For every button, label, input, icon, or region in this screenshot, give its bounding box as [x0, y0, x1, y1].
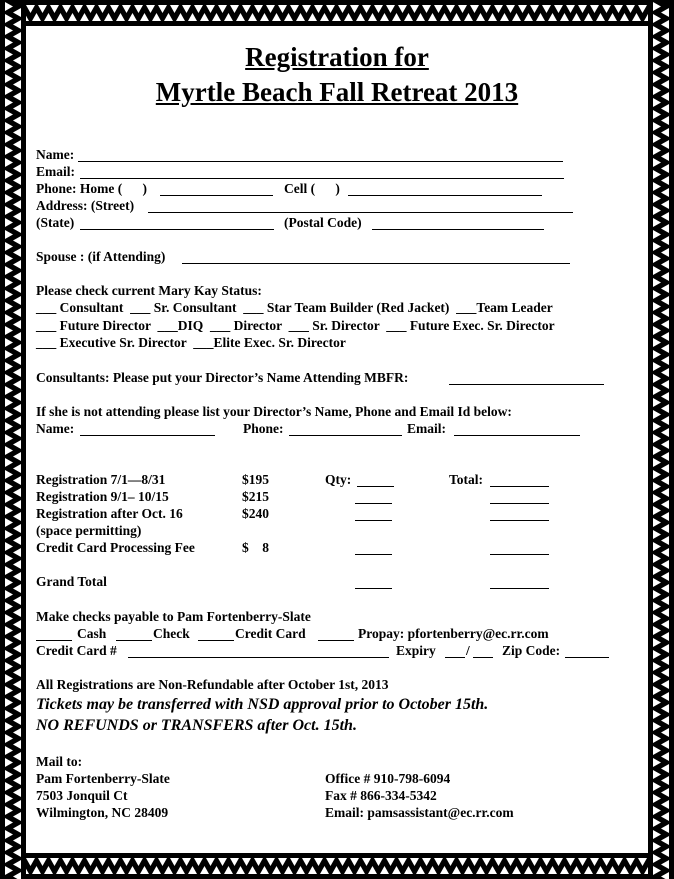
price-row-value: $ 8	[242, 540, 269, 555]
no-refunds-note: NO REFUNDS or TRANSFERS after Oct. 15th.	[36, 717, 357, 734]
director-not-attending-note: If she is not attending please list your Director’s Name, Phone and Email Id below:	[36, 404, 512, 419]
name-field[interactable]	[78, 161, 563, 162]
cell-label: Cell ( )	[284, 181, 340, 196]
price-row-label: Registration 9/1– 10/15	[36, 489, 169, 504]
director-name-attending-field[interactable]	[449, 384, 604, 385]
cc-number-label: Credit Card #	[36, 643, 117, 658]
director-name-field[interactable]	[80, 435, 215, 436]
propay-label: Propay: pfortenberry@ec.rr.com	[358, 626, 549, 641]
border-bottom	[0, 853, 674, 879]
price-row-label: (space permitting)	[36, 523, 142, 538]
check-checkbox[interactable]	[116, 640, 152, 641]
fax-number: Fax # 866-334-5342	[325, 788, 437, 803]
expiry-slash: /	[466, 643, 470, 658]
address-label: Address: (Street)	[36, 198, 135, 213]
total-field[interactable]	[490, 503, 549, 504]
qty-field[interactable]	[355, 520, 392, 521]
director-phone-label: Phone:	[243, 421, 284, 436]
status-row-1[interactable]: ___ Consultant ___ Sr. Consultant ___ Star Team Builder (Red Jacket) ___Team Leader	[36, 300, 553, 315]
state-field[interactable]	[80, 229, 274, 230]
total-field[interactable]	[490, 486, 549, 487]
price-row-value: $195	[242, 472, 269, 487]
payable-note: Make checks payable to Pam Fortenberry-Slate	[36, 609, 311, 624]
mail-street: 7503 Jonquil Ct	[36, 788, 128, 803]
status-row-2[interactable]: ___ Future Director ___DIQ ___ Director ___ Sr. Director ___ Future Exec. Sr. Director	[36, 318, 555, 333]
credit-card-label: Credit Card	[235, 626, 306, 641]
expiry-month-field[interactable]	[445, 657, 465, 658]
qty-field[interactable]	[355, 554, 392, 555]
cell-field[interactable]	[348, 195, 542, 196]
border-left	[0, 0, 26, 879]
nonrefundable-note: All Registrations are Non-Refundable after October 1st, 2013	[36, 677, 389, 692]
office-phone: Office # 910-798-6094	[325, 771, 451, 786]
director-name-label: Name:	[36, 421, 75, 436]
postal-field[interactable]	[372, 229, 544, 230]
status-row-3[interactable]: ___ Executive Sr. Director ___Elite Exec. Sr. Director	[36, 335, 346, 350]
state-label: (State)	[36, 215, 75, 230]
spouse-label: Spouse : (if Attending)	[36, 249, 166, 264]
zip-label: Zip Code:	[502, 643, 561, 658]
email-field[interactable]	[80, 178, 564, 179]
propay-checkbox[interactable]	[318, 640, 354, 641]
contact-email: Email: pamsassistant@ec.rr.com	[325, 805, 514, 820]
check-label: Check	[153, 626, 190, 641]
cc-number-field[interactable]	[128, 657, 389, 658]
director-email-field[interactable]	[454, 435, 580, 436]
price-row-label: Credit Card Processing Fee	[36, 540, 195, 555]
email-label: Email:	[36, 164, 75, 179]
cash-checkbox[interactable]	[36, 640, 72, 641]
qty-field[interactable]	[355, 503, 392, 504]
grand-total-label: Grand Total	[36, 574, 107, 589]
price-row-value: $240	[242, 506, 269, 521]
border-top	[0, 0, 674, 26]
qty-field[interactable]	[357, 486, 394, 487]
price-row-value: $215	[242, 489, 269, 504]
director-email-label: Email:	[407, 421, 446, 436]
status-heading: Please check current Mary Kay Status:	[36, 283, 262, 298]
total-field[interactable]	[490, 554, 549, 555]
title-line-1: Registration for	[245, 42, 429, 72]
qty-label: Qty:	[325, 472, 352, 487]
price-row-label: Registration after Oct. 16	[36, 506, 183, 521]
address-field[interactable]	[148, 212, 573, 213]
spouse-field[interactable]	[182, 263, 570, 264]
expiry-year-field[interactable]	[473, 657, 493, 658]
credit-card-checkbox[interactable]	[198, 640, 234, 641]
grand-total-qty-field[interactable]	[355, 588, 392, 589]
director-phone-field[interactable]	[289, 435, 402, 436]
mail-city: Wilmington, NC 28409	[36, 805, 169, 820]
total-label: Total:	[449, 472, 484, 487]
title-line-2: Myrtle Beach Fall Retreat 2013	[155, 77, 519, 107]
name-label: Name:	[36, 147, 75, 162]
expiry-label: Expiry	[396, 643, 436, 658]
transfer-note: Tickets may be transferred with NSD approval prior to October 15th.	[36, 696, 489, 713]
zip-field[interactable]	[565, 657, 609, 658]
postal-label: (Postal Code)	[284, 215, 362, 230]
phone-home-label: Phone: Home ( )	[36, 181, 147, 196]
price-row-label: Registration 7/1—8/31	[36, 472, 166, 487]
mail-name: Pam Fortenberry-Slate	[36, 771, 170, 786]
border-right	[648, 0, 674, 879]
phone-home-field[interactable]	[160, 195, 273, 196]
total-field[interactable]	[490, 520, 549, 521]
cash-label: Cash	[77, 626, 107, 641]
consultants-note: Consultants: Please put your Director’s Name Attending MBFR:	[36, 370, 409, 385]
mail-heading: Mail to:	[36, 754, 83, 769]
grand-total-field[interactable]	[490, 588, 549, 589]
